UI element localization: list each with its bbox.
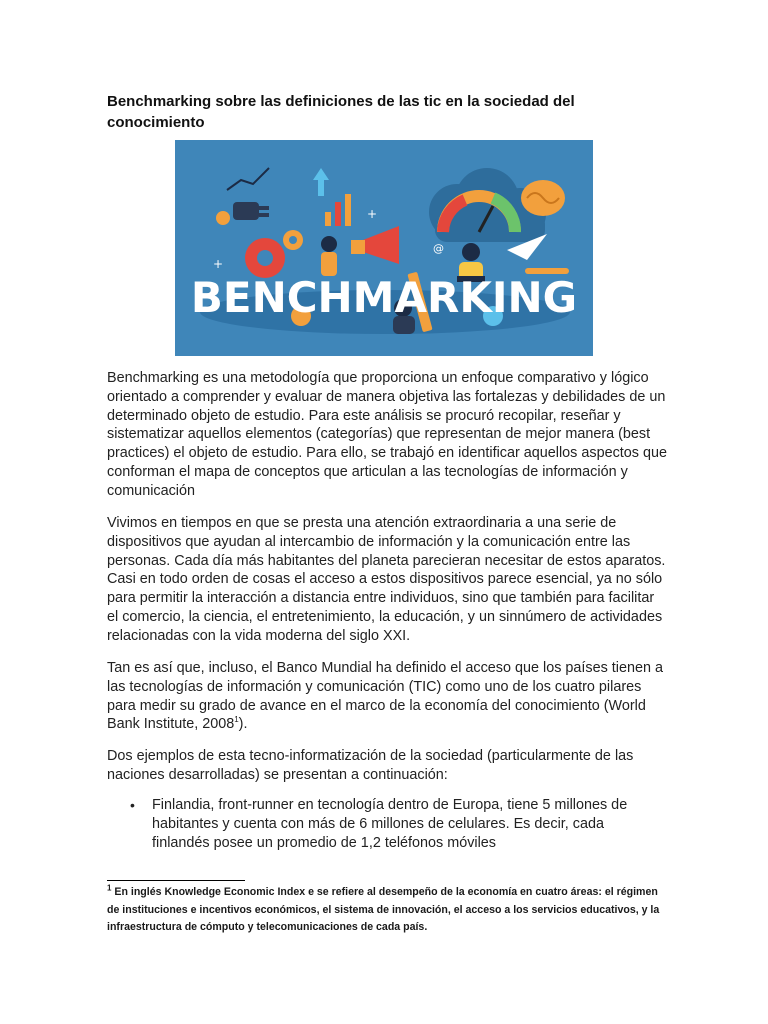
illustration-headline: BENCHMARKING bbox=[190, 273, 578, 322]
footnote-separator bbox=[107, 880, 245, 881]
footnote-reference[interactable]: 1 bbox=[234, 715, 239, 725]
bullet-item-1: Finlandia, front-runner en tecnología dentro de Europa, tiene 5 millones de habitantes y cuenta con más de 6 millones de celulares. Es decir, cada finlandés posee un promedio de 1,2 teléfonos móviles bbox=[152, 797, 628, 851]
footnote-text: En inglés Knowledge Economic Index e se refiere al desempeño de la economía en cuatro áreas: el régimen de instituciones e incentivos económicos, el sistema de innovación, el acceso a los servicios educativos, y la infraestructura de cómputo y telecomunicaciones de cada país. bbox=[107, 886, 660, 933]
svg-text:@: @ bbox=[433, 242, 444, 255]
paragraph-3 bbox=[107, 659, 667, 734]
document-title: Benchmarking sobre las definiciones de las tic en la sociedad del conocimiento bbox=[107, 93, 575, 131]
paragraph-1: Benchmarking es una metodología que proporciona un enfoque comparativo y lógico orientado a comprender y evaluar de manera objetiva las fortalezas y debilidades de un determinado objeto de estudio. Para este análisis se procuró recopilar, reseñar y sistematizar aquellos elementos (categorías) que representan de mejor manera (best practices) el objeto de estudio. Para ello, se trabajó en identificar aquellos aspectos que conforman el mapa de conceptos que articulan a las tecnologías de información y comunicación bbox=[107, 370, 667, 499]
paragraph-3-text: Tan es así que, incluso, el Banco Mundial ha definido el acceso que los países tienen a las tecnologías de información y comunicación (TIC) como uno de los cuatro pilares para medir su grado de avance en el marco de la economía del conocimiento (World Bank Institute, 2008 bbox=[107, 660, 663, 733]
footnote bbox=[107, 884, 667, 937]
paragraph-2: Vivimos en tiempos en que se presta una atención extraordinaria a una serie de dispositivos que ayudan al intercambio de información y la comunicación entre las personas. Cada día más habitantes del planeta parecieran necesitar de estos aparatos. Casi en todo orden de cosas el acceso a estos dispositivos parece esencial, ya no sólo para permitir la interacción a distancia entre individuos, sino que también para facilitar el comercio, la ciencia, el entretenimiento, la educación, y un sinnúmero de actividades relacionadas con la vida moderna del siglo XXI. bbox=[107, 515, 666, 644]
footnote-mark: 1 bbox=[107, 883, 112, 893]
bullet-marker: • bbox=[130, 797, 135, 813]
paragraph-3-end: ). bbox=[238, 716, 248, 733]
svg-text:+: + bbox=[213, 257, 224, 271]
paragraph-4: Dos ejemplos de esta tecno-informatización de la sociedad (particularmente de las naciones desarrolladas) se presentan a continuación: bbox=[107, 748, 634, 783]
benchmarking-illustration bbox=[175, 140, 593, 356]
svg-text:+: + bbox=[367, 207, 378, 221]
